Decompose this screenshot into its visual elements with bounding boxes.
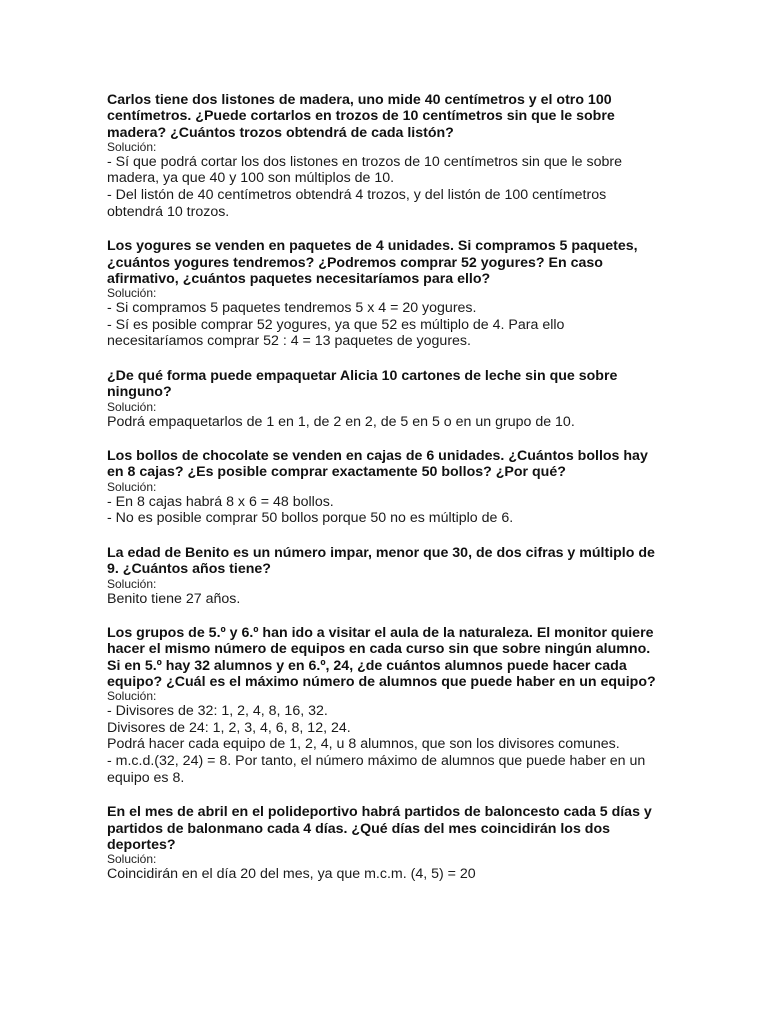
answer-line: Coincidirán en el día 20 del mes, ya que m.c.m. (4, 5) = 20 bbox=[107, 866, 476, 883]
problem-6 bbox=[107, 625, 663, 786]
question-text: ¿De qué forma puede empaquetar Alicia 10 cartones de leche sin que sobre ninguno? bbox=[107, 367, 618, 401]
problem-2 bbox=[107, 238, 663, 350]
answer-line: - Del listón de 40 centímetros obtendrá 4 trozos, y del listón de 100 centímetros obtendrá 10 trozos. bbox=[107, 187, 607, 220]
problem-7 bbox=[107, 804, 663, 882]
answer-line: - Si compramos 5 paquetes tendremos 5 x 4 = 20 yogures. bbox=[107, 300, 477, 317]
answer-line: Podrá hacer cada equipo de 1, 2, 4, u 8 alumnos, que son los divisores comunes. bbox=[107, 736, 620, 753]
solution-label: Solución: bbox=[107, 479, 157, 494]
question-text: En el mes de abril en el polideportivo habrá partidos de baloncesto cada 5 días y partidos de balonmano cada 4 días. ¿Qué días del mes coincidirán los dos deportes? bbox=[107, 804, 652, 853]
solution-label: Solución: bbox=[107, 576, 157, 591]
solution-label: Solución: bbox=[107, 286, 157, 301]
answer-line: - En 8 cajas habrá 8 x 6 = 48 bollos. bbox=[107, 493, 334, 510]
document-page bbox=[107, 92, 663, 901]
answer-line: - m.c.d.(32, 24) = 8. Por tanto, el número máximo de alumnos que puede haber en un equipo es 8. bbox=[107, 753, 646, 786]
question-text: Carlos tiene dos listones de madera, uno mide 40 centímetros y el otro 100 centímetros. ¿Puede cortarlos en trozos de 10 centímetros sin que le sobre madera? ¿Cuántos trozos obtendrá de cada listón? bbox=[107, 92, 615, 141]
answer-line: - Divisores de 32: 1, 2, 4, 8, 16, 32. bbox=[107, 703, 328, 720]
question-text: La edad de Benito es un número impar, menor que 30, de dos cifras y múltiplo de 9. ¿Cuántos años tiene? bbox=[107, 544, 655, 578]
question-text: Los bollos de chocolate se venden en cajas de 6 unidades. ¿Cuántos bollos hay en 8 cajas? ¿Es posible comprar exactamente 50 bollos? ¿Por qué? bbox=[107, 448, 648, 481]
solution-label: Solución: bbox=[107, 689, 157, 704]
solution-label: Solución: bbox=[107, 139, 157, 154]
answer-line: Divisores de 24: 1, 2, 3, 4, 6, 8, 12, 24. bbox=[107, 719, 351, 736]
problem-4 bbox=[107, 448, 663, 527]
answer-line: - Sí que podrá cortar los dos listones en trozos de 10 centímetros sin que le sobre madera, ya que 40 y 100 son múltiplos de 10. bbox=[107, 153, 622, 187]
question-text: Los grupos de 5.º y 6.º han ido a visitar el aula de la naturaleza. El monitor quiere hacer el mismo número de equipos en cada curso sin que sobre ningún alumno. Si en 5.º hay 32 alumnos y en 6.º, 24, ¿de cuántos alumnos puede hacer cada equipo? ¿Cuál es el máximo número de alumnos que puede haber en un equipo? bbox=[107, 625, 656, 690]
question-text: Los yogures se venden en paquetes de 4 unidades. Si compramos 5 paquetes, ¿cuántos yogures tendremos? ¿Podremos comprar 52 yogures? En caso afirmativo, ¿cuántos paquetes necesitaríamos para ello? bbox=[107, 238, 638, 287]
solution-label: Solución: bbox=[107, 399, 157, 414]
solution-label: Solución: bbox=[107, 852, 157, 867]
answer-line: - Sí es posible comprar 52 yogures, ya que 52 es múltiplo de 4. Para ello necesitaríamos comprar 52 : 4 = 13 paquetes de yogures. bbox=[107, 316, 565, 350]
problem-5 bbox=[107, 545, 663, 607]
problem-1 bbox=[107, 92, 663, 220]
answer-line: - No es posible comprar 50 bollos porque 50 no es múltiplo de 6. bbox=[107, 510, 514, 527]
answer-line: Benito tiene 27 años. bbox=[107, 590, 241, 607]
answer-line: Podrá empaquetarlos de 1 en 1, de 2 en 2, de 5 en 5 o en un grupo de 10. bbox=[107, 413, 575, 430]
problem-3 bbox=[107, 368, 663, 430]
